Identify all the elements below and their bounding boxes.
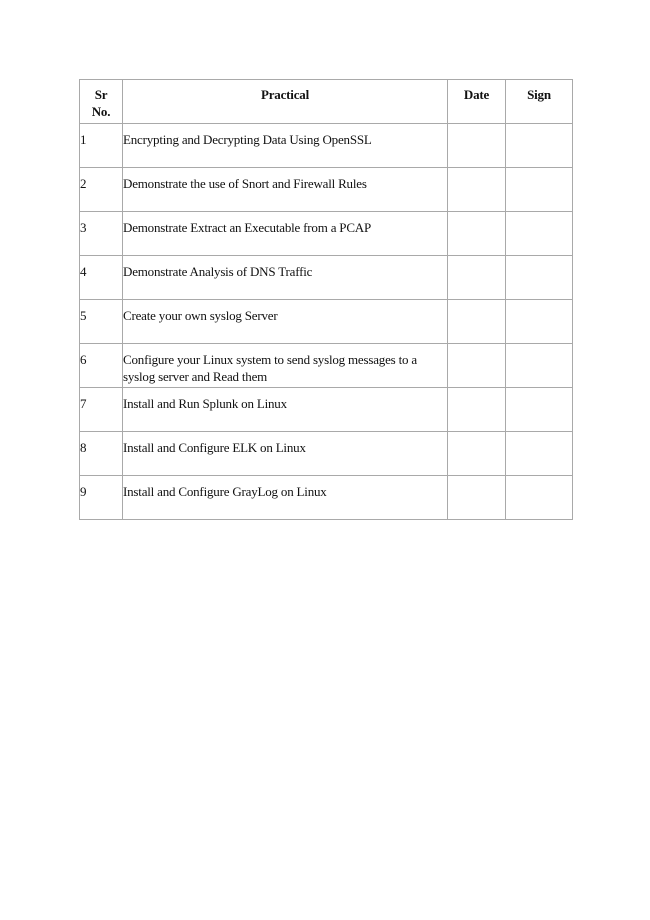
cell-sign (506, 124, 573, 168)
cell-practical: Configure your Linux system to send syslog messages to a syslog server and Read them (123, 344, 448, 388)
cell-practical: Install and Configure ELK on Linux (123, 432, 448, 476)
cell-sr-no: 6 (80, 344, 123, 388)
cell-sr-no: 1 (80, 124, 123, 168)
table-row (80, 256, 573, 300)
cell-date (448, 212, 506, 256)
cell-practical: Encrypting and Decrypting Data Using OpenSSL (123, 124, 448, 168)
cell-sign (506, 256, 573, 300)
header-sign: Sign (506, 80, 573, 124)
cell-sr-no: 3 (80, 212, 123, 256)
cell-date (448, 256, 506, 300)
table-row (80, 432, 573, 476)
table-row (80, 124, 573, 168)
cell-date (448, 476, 506, 520)
cell-sign (506, 212, 573, 256)
cell-practical: Install and Configure GrayLog on Linux (123, 476, 448, 520)
cell-sign (506, 300, 573, 344)
header-sr-line2: No. (91, 104, 111, 119)
cell-sign (506, 432, 573, 476)
cell-date (448, 388, 506, 432)
table-row (80, 388, 573, 432)
cell-date (448, 124, 506, 168)
table-row (80, 476, 573, 520)
cell-date (448, 432, 506, 476)
cell-sign (506, 168, 573, 212)
cell-sr-no: 9 (80, 476, 123, 520)
cell-practical: Install and Run Splunk on Linux (123, 388, 448, 432)
cell-sr-no: 4 (80, 256, 123, 300)
cell-sign (506, 388, 573, 432)
cell-sign (506, 344, 573, 388)
cell-sign (506, 476, 573, 520)
header-date: Date (448, 80, 506, 124)
practicals-index-table (79, 79, 573, 520)
cell-date (448, 344, 506, 388)
cell-date (448, 168, 506, 212)
table-row (80, 168, 573, 212)
cell-date (448, 300, 506, 344)
cell-sr-no: 8 (80, 432, 123, 476)
table-row (80, 212, 573, 256)
header-sr-line1: Sr (94, 87, 108, 102)
table-header-row (80, 80, 573, 124)
cell-practical: Create your own syslog Server (123, 300, 448, 344)
cell-practical: Demonstrate the use of Snort and Firewall Rules (123, 168, 448, 212)
header-practical: Practical (123, 80, 448, 124)
table-row (80, 300, 573, 344)
cell-sr-no: 7 (80, 388, 123, 432)
cell-practical: Demonstrate Extract an Executable from a PCAP (123, 212, 448, 256)
cell-practical: Demonstrate Analysis of DNS Traffic (123, 256, 448, 300)
header-sr-no (80, 80, 123, 124)
cell-sr-no: 2 (80, 168, 123, 212)
table-row (80, 344, 573, 388)
cell-sr-no: 5 (80, 300, 123, 344)
